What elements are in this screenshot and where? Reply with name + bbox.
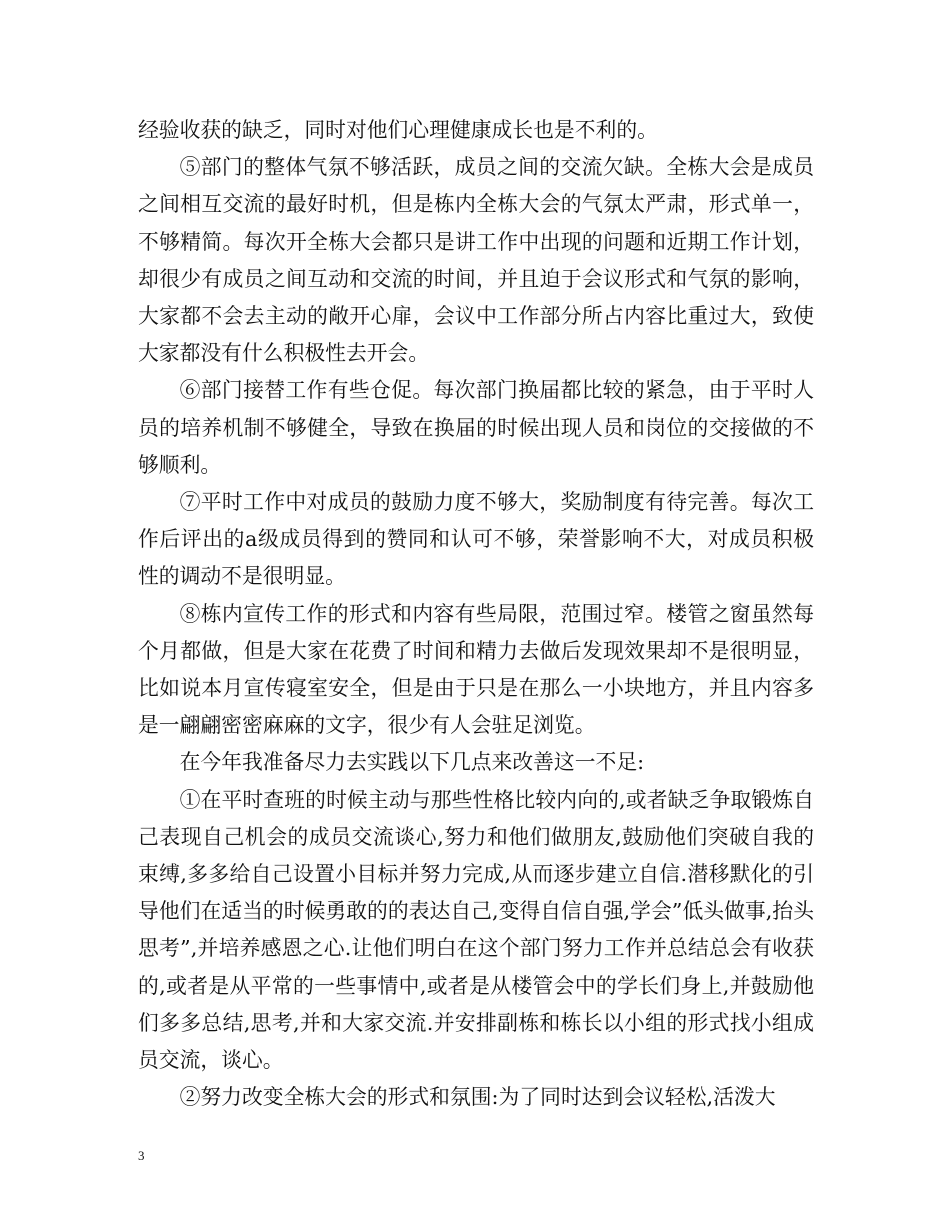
paragraph-improvement-2: ②努力改变全栋大会的形式和氛围:为了同时达到会议轻松,活泼大	[179, 1085, 776, 1110]
paragraph-item-8: ⑧栋内宣传工作的形式和内容有些局限，范围过窄。楼管之窗虽然每个月都做，但是大家在花费了时间和精力去做后发现效果却不是很明显，比如说本月宣传寝室安全，但是由于只是在那么一小块地方，并且内容多是一翩翩密密麻麻的文字，很少有人会驻足浏览。	[138, 601, 814, 738]
paragraph-item-5: ⑤部门的整体气氛不够活跃，成员之间的交流欠缺。全栋大会是成员之间相互交流的最好时机，但是栋内全栋大会的气氛太严肃，形式单一，不够精简。每次开全栋大会都只是讲工作中出现的问题和近期工作计划，却很少有成员之间互动和交流的时间，并且迫于会议形式和气氛的影响，大家都不会去主动的敞开心扉，会议中工作部分所占内容比重过大，致使大家都没有什么积极性去开会。	[138, 155, 814, 366]
page-number: 3	[138, 1148, 145, 1163]
paragraph-item-6: ⑥部门接替工作有些仓促。每次部门换届都比较的紧急，由于平时人员的培养机制不够健全，导致在换届的时候出现人员和岗位的交接做的不够顺利。	[138, 378, 814, 477]
paragraph-improvement-1: ①在平时查班的时候主动与那些性格比较内向的,或者缺乏争取锻炼自己表现自己机会的成员交流谈心,努力和他们做朋友,鼓励他们突破自我的束缚,多多给自己设置小目标并努力完成,从而逐步建立自信.潜移默化的引导他们在适当的时候勇敢的的表达自己,变得自信自强,学会”低头做事,抬头思考”,并培养感恩之心.让他们明白在这个部门努力工作并总结总会有收获的,或者是从平常的一些事情中,或者是从楼管会中的学长们身上,并鼓励他们多多总结,思考,并和大家交流.并安排副栋和栋长以小组的形式找小组成员交流，谈心。	[138, 787, 814, 1073]
document-body	[138, 112, 814, 1116]
paragraph-item-7: ⑦平时工作中对成员的鼓励力度不够大，奖励制度有待完善。每次工作后评出的a级成员得到的赞同和认可不够，荣誉影响不大，对成员积极性的调动不是很明显。	[138, 490, 814, 589]
paragraph-improvement-intro: 在今年我准备尽力去实践以下几点来改善这一不足:	[179, 750, 645, 775]
paragraph-continuation: 经验收获的缺乏，同时对他们心理健康成长也是不利的。	[138, 118, 658, 142]
